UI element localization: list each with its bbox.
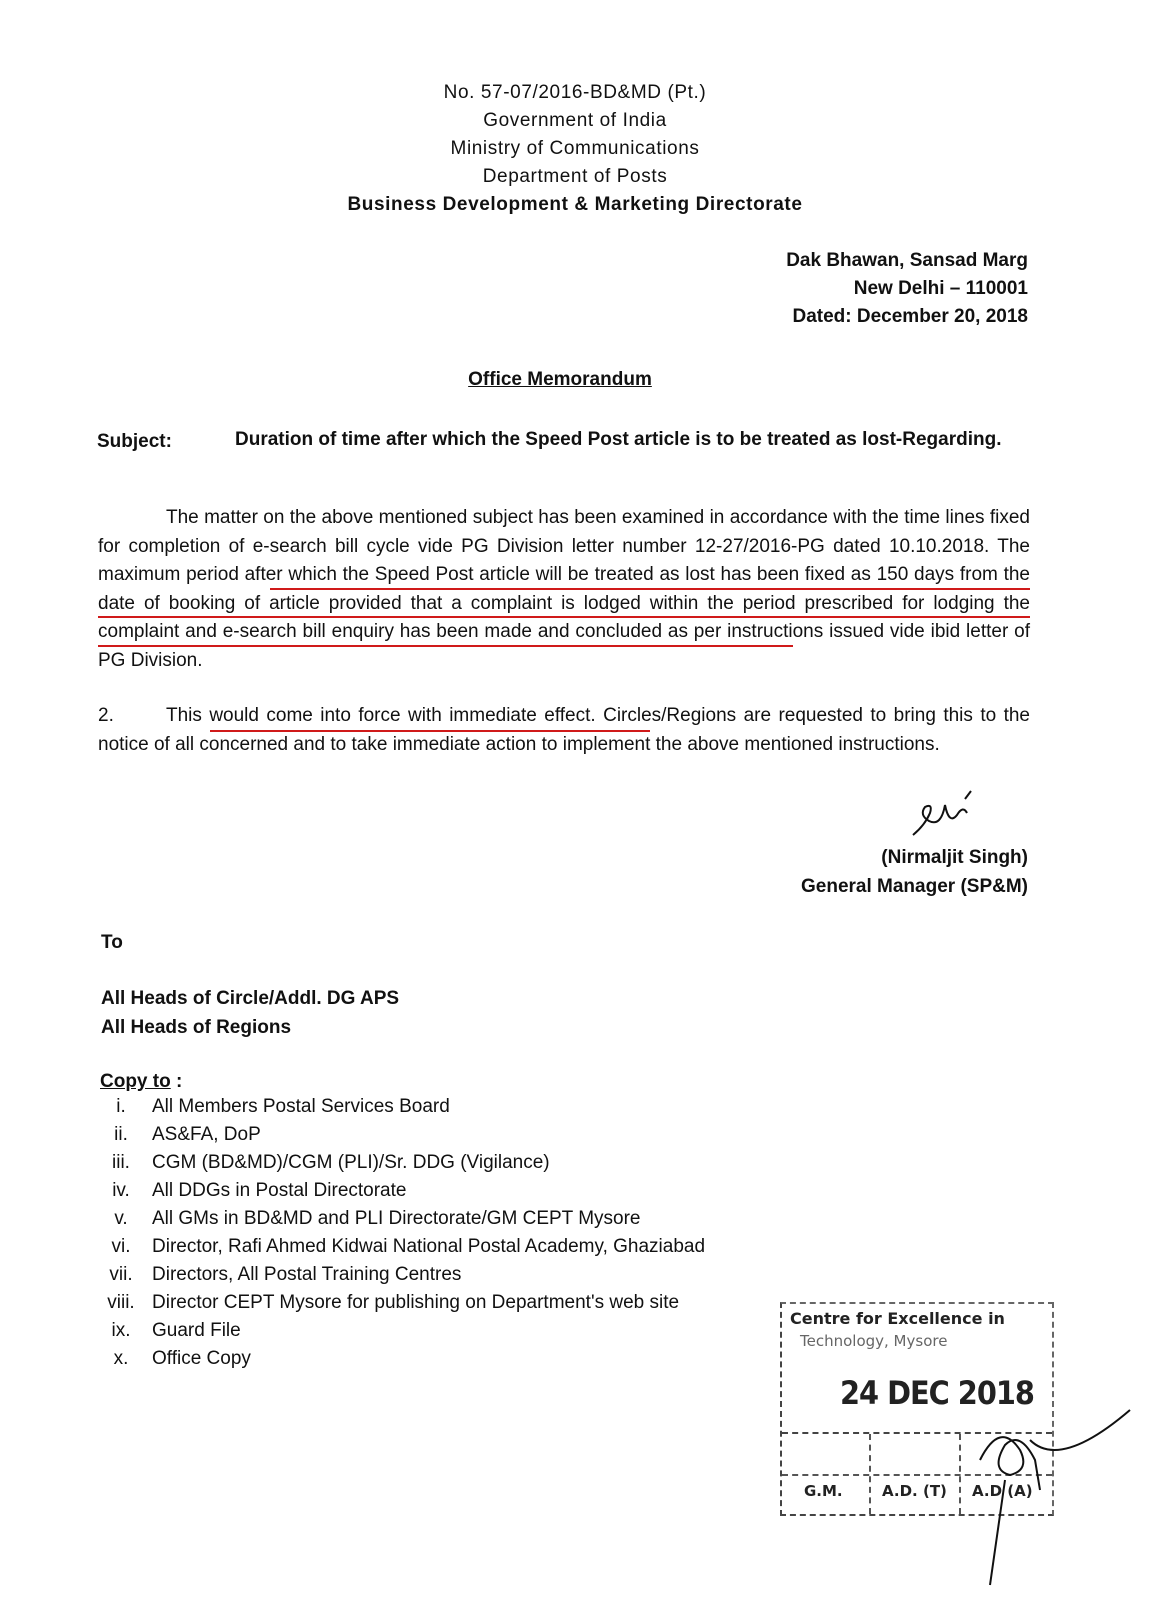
stamp-date: 24 DEC 2018 [840,1374,1034,1412]
stamp-col-ada: A.D (A) [972,1482,1033,1500]
addressee-1: All Heads of Circle/Addl. DG APS [101,988,400,1009]
highlight-underline [210,730,650,732]
address-line-2: New Delhi – 110001 [853,278,1028,299]
header-department: Department of Posts [482,166,668,187]
list-item: iii. CGM (BD&MD)/CGM (PLI)/Sr. DDG (Vigilance) [112,1152,550,1173]
copy-to-list [90,1093,705,1373]
signatory-block [801,843,1028,901]
list-item: i. All Members Postal Services Board [116,1096,450,1117]
subject-label: Subject: [97,431,172,452]
stamp-col-gm: G.M. [804,1482,843,1500]
memo-title: Office Memorandum [468,369,652,390]
address-line-1: Dak Bhawan, Sansad Marg [786,250,1028,271]
to-label: To [101,932,123,953]
paragraph-2-text: This would come into force with immediate effect. Circles/Regions are requested to bring this to the notice of all concerned and to take immediate action to implement the above mentioned instructions. [98,705,1030,755]
list-item: viii. Director CEPT Mysore for publishing on Department's web site [107,1292,680,1313]
subject-text: Duration of time after which the Speed Post article is to be treated as lost-Regarding. [235,429,1002,450]
date-line: Dated: December 20, 2018 [792,306,1028,327]
highlight-underline [270,588,1030,590]
list-item: vi. Director, Rafi Ahmed Kidwai National Postal Academy, Ghaziabad [111,1236,706,1257]
signature-scribble [905,785,985,845]
addressees [101,984,399,1042]
list-item: iv. All DDGs in Postal Directorate [112,1180,407,1201]
header-directorate: Business Development & Marketing Directorate [347,194,803,215]
list-item: v. All GMs in BD&MD and PLI Directorate/GM CEPT Mysore [114,1208,641,1229]
copy-to-heading [100,1071,182,1093]
paragraph-number: 2. [98,705,114,726]
stamp-line-1: Centre for Excellence in [790,1309,1005,1328]
addressee-2: All Heads of Regions [101,1017,292,1038]
header-government: Government of India [483,110,667,131]
stamp-signature-scribble [960,1400,1140,1590]
list-item: ix. Guard File [111,1320,241,1341]
signatory-name: (Nirmaljit Singh) [881,847,1028,868]
copy-to-colon: : [170,1071,183,1092]
list-item: ii. AS&FA, DoP [114,1124,261,1145]
stamp-line-2: Technology, Mysore [800,1332,948,1350]
signatory-designation: General Manager (SP&M) [801,876,1028,897]
stamp-col-adt: A.D. (T) [882,1482,947,1500]
copy-to-label: Copy to [100,1071,171,1092]
list-item: vii. Directors, All Postal Training Centres [109,1264,462,1285]
header-ministry: Ministry of Communications [450,138,700,159]
highlight-underline [98,616,1030,618]
paragraph-1: The matter on the above mentioned subject has been examined in accordance with the time lines fixed for completion of e-search bill cycle vide PG Division letter number 12-27/2016-PG dated 10.10.2018. The maximum period after which the Speed Post article will be treated as lost has been fixed as 150 days from the date of booking of article provided that a complaint is lodged within the period prescribed for lodging the complaint and e-search bill enquiry has been made and concluded as per instructions issued vide ibid letter of PG Division. [98,507,1030,671]
reference-number: No. 57-07/2016-BD&MD (Pt.) [443,82,707,103]
list-item: x. Office Copy [113,1348,251,1369]
highlight-underline [98,645,793,647]
